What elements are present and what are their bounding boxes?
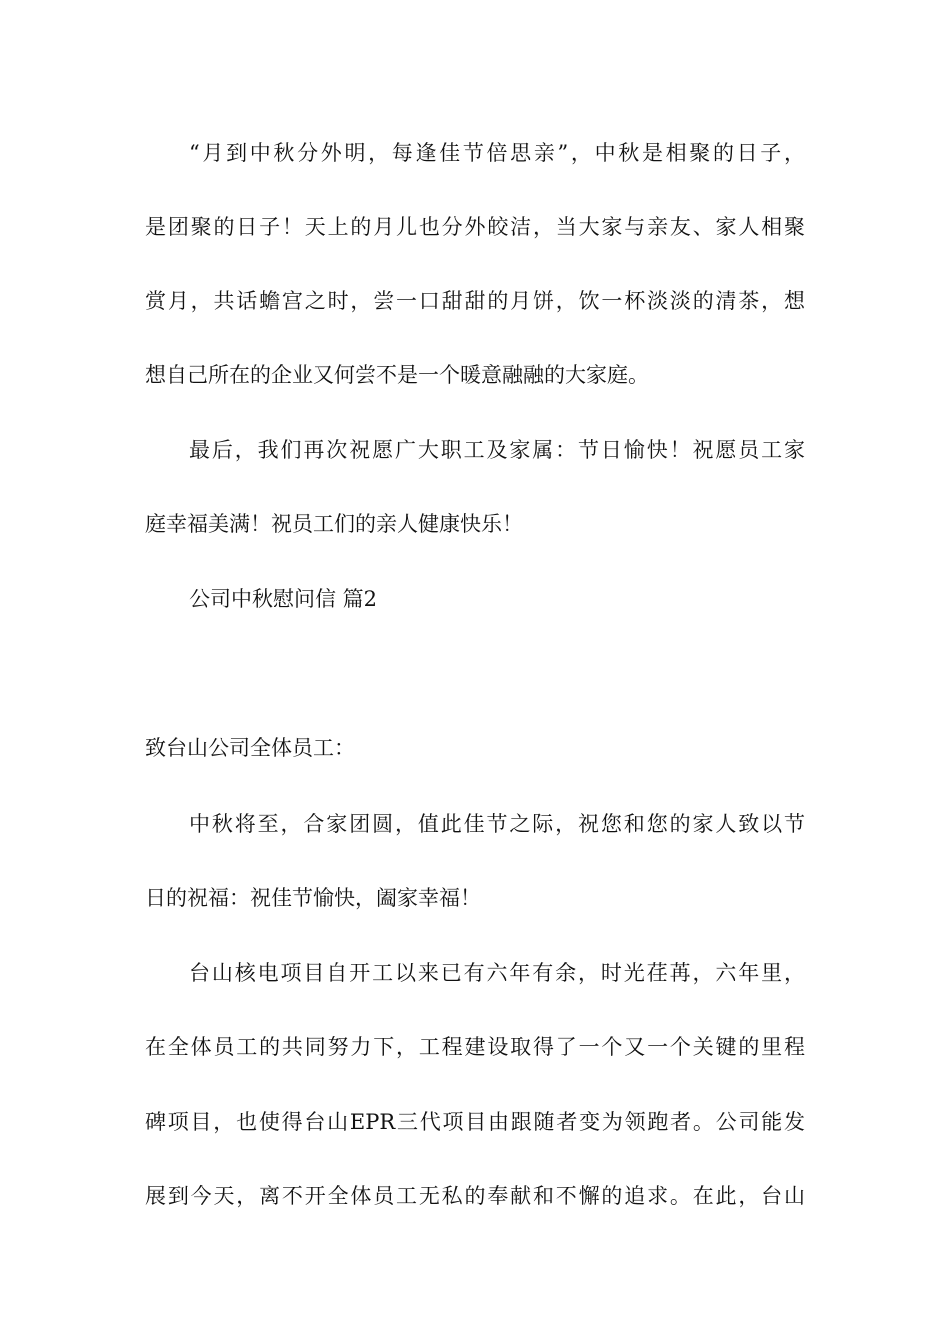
- text-line: 展到今天，离不开全体员工无私的奉献和不懈的追求。在此，台山: [145, 1184, 805, 1208]
- text-line: 日的祝福：祝佳节愉快，阖家幸福！: [145, 886, 481, 910]
- text-line: “月到中秋分外明，每逢佳节倍思亲”，中秋是相聚的日子，: [189, 141, 805, 165]
- text-line: 台山核电项目自开工以来已有六年有余，时光荏苒，六年里，: [189, 961, 805, 985]
- text-line: 是团聚的日子！天上的月儿也分外皎洁，当大家与亲友、家人相聚: [145, 215, 805, 239]
- salutation: 致台山公司全体员工：: [145, 736, 355, 760]
- text-line: 碑项目，也使得台山EPR三代项目由跟随者变为领跑者。公司能发: [145, 1110, 805, 1134]
- text-line: 中秋将至，合家团圆，值此佳节之际，祝您和您的家人致以节: [189, 812, 805, 836]
- text-line: 庭幸福美满！祝员工们的亲人健康快乐！: [145, 512, 523, 536]
- text-line: 最后，我们再次祝愿广大职工及家属：节日愉快！祝愿员工家: [189, 438, 805, 462]
- text-line: 想自己所在的企业又何尝不是一个暖意融融的大家庭。: [145, 363, 649, 387]
- text-line: 赏月，共话蟾宫之时，尝一口甜甜的月饼，饮一杯淡淡的清茶，想: [145, 289, 805, 313]
- text-line: 在全体员工的共同努力下，工程建设取得了一个又一个关键的里程: [145, 1035, 805, 1059]
- section-heading: 公司中秋慰问信 篇2: [189, 587, 378, 611]
